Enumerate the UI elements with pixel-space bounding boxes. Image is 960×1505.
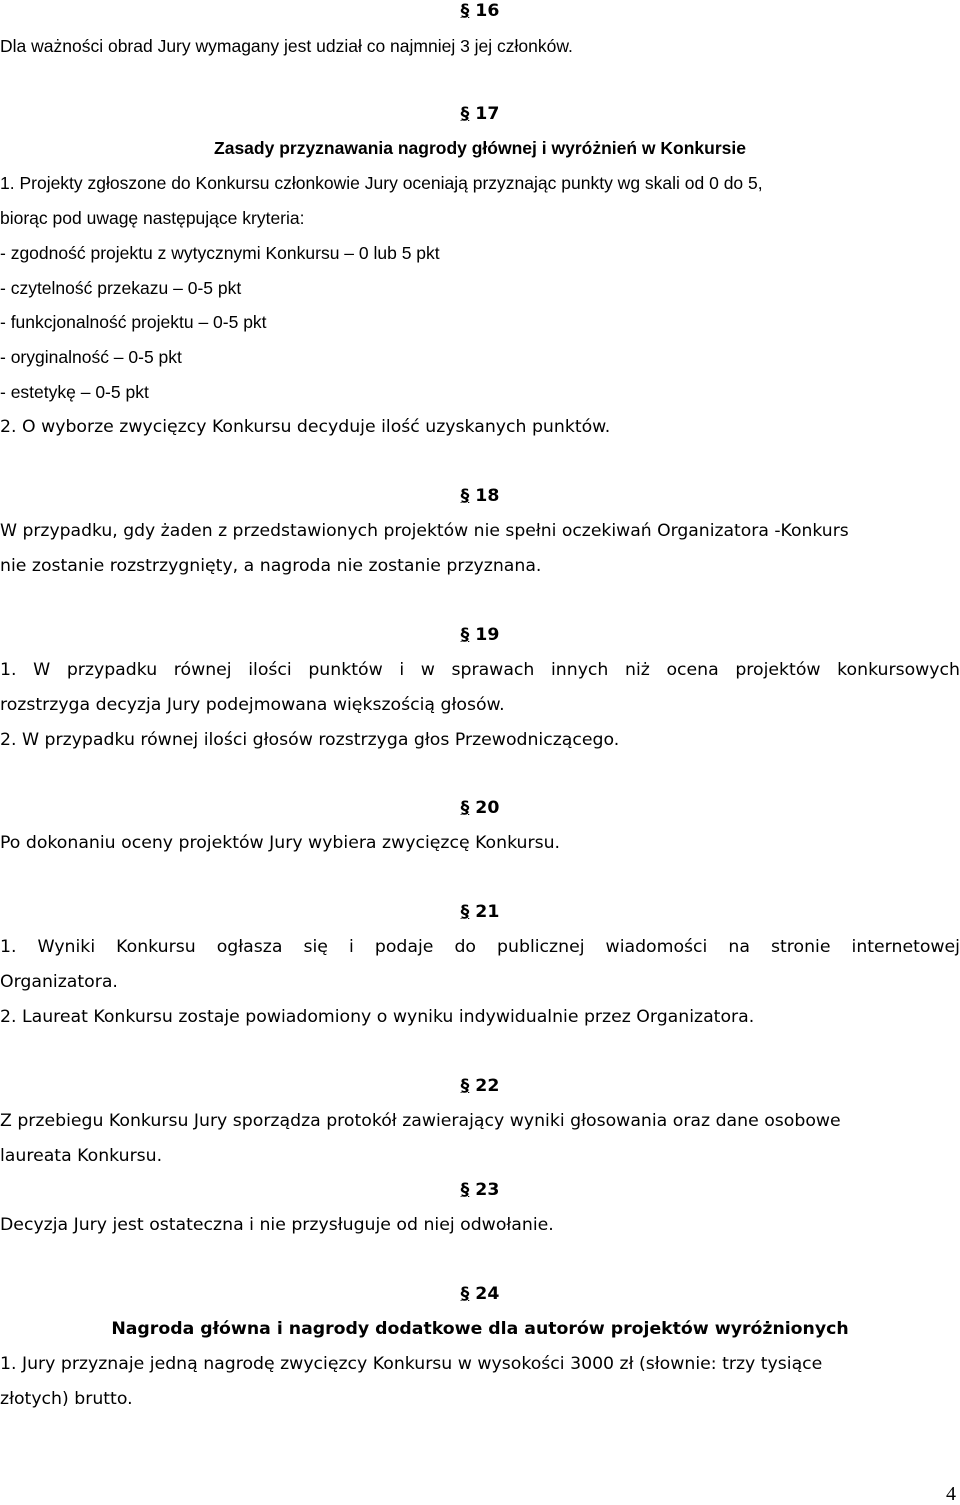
paragraph-18-line-2: nie zostanie rozstrzygnięty, a nagroda nie zostanie przyznana.	[0, 556, 542, 576]
paragraph-17-line-1: 1. Projekty zgłoszone do Konkursu członkowie Jury oceniają przyznając punkty wg skali od 0 do 5,	[0, 173, 763, 193]
paragraph-19-line-2: rozstrzyga decyzja Jury podejmowana większością głosów.	[0, 695, 505, 715]
paragraph-23: Decyzja Jury jest ostateczna i nie przysługuje od niej odwołanie.	[0, 1215, 554, 1235]
paragraph-24-line-2: złotych) brutto.	[0, 1389, 133, 1409]
section-18-number: § 18	[460, 486, 500, 506]
section-16-number: § 16	[460, 1, 500, 21]
paragraph-20: Po dokonaniu oceny projektów Jury wybiera zwycięzcę Konkursu.	[0, 833, 561, 853]
section-17-heading: Zasady przyznawania nagrody głównej i wyróżnień w Konkursie	[214, 138, 746, 158]
paragraph-18-line-1: W przypadku, gdy żaden z przedstawionych projektów nie spełni oczekiwań Organizatora -Konkurs	[0, 521, 849, 541]
section-23-number: § 23	[460, 1180, 500, 1200]
section-22-number: § 22	[460, 1076, 500, 1096]
section-17-number: § 17	[460, 104, 500, 124]
criterion-2: - czytelność przekazu – 0-5 pkt	[0, 278, 242, 298]
paragraph-21-line-1: 1. Wyniki Konkursu ogłasza się i podaje do publicznej wiadomości na stronie internetowej	[0, 937, 960, 957]
criterion-3: - funkcjonalność projektu – 0-5 pkt	[0, 312, 267, 332]
paragraph-24-line-1: 1. Jury przyznaje jedną nagrodę zwycięzcy Konkursu w wysokości 3000 zł (słownie: trzy tysiące	[0, 1354, 823, 1374]
paragraph-22-line-1: Z przebiegu Konkursu Jury sporządza protokół zawierający wyniki głosowania oraz dane osobowe	[0, 1111, 841, 1131]
criterion-5: - estetykę – 0-5 pkt	[0, 382, 149, 402]
section-19-number: § 19	[460, 625, 500, 645]
paragraph-16: Dla ważności obrad Jury wymagany jest udział co najmniej 3 jej członków.	[0, 36, 573, 56]
criterion-1: - zgodność projektu z wytycznymi Konkursu – 0 lub 5 pkt	[0, 243, 440, 263]
paragraph-22-line-2: laureata Konkursu.	[0, 1146, 163, 1166]
page-number: 4	[946, 1483, 956, 1505]
paragraph-19-line-1: 1. W przypadku równej ilości punktów i w sprawach innych niż ocena projektów konkursowych	[0, 660, 960, 680]
section-21-number: § 21	[460, 902, 500, 922]
section-24-number: § 24	[460, 1284, 500, 1304]
paragraph-17-line-3: 2. O wyborze zwycięzcy Konkursu decyduje ilość uzyskanych punktów.	[0, 417, 611, 437]
section-24-heading: Nagroda główna i nagrody dodatkowe dla autorów projektów wyróżnionych	[111, 1319, 849, 1339]
paragraph-21-line-2: Organizatora.	[0, 972, 118, 992]
paragraph-21-line-3: 2. Laureat Konkursu zostaje powiadomiony o wyniku indywidualnie przez Organizatora.	[0, 1007, 755, 1027]
criterion-4: - oryginalność – 0-5 pkt	[0, 347, 182, 367]
paragraph-17-line-2: biorąc pod uwagę następujące kryteria:	[0, 208, 305, 228]
paragraph-19-line-3: 2. W przypadku równej ilości głosów rozstrzyga głos Przewodniczącego.	[0, 730, 620, 750]
section-20-number: § 20	[460, 798, 500, 818]
